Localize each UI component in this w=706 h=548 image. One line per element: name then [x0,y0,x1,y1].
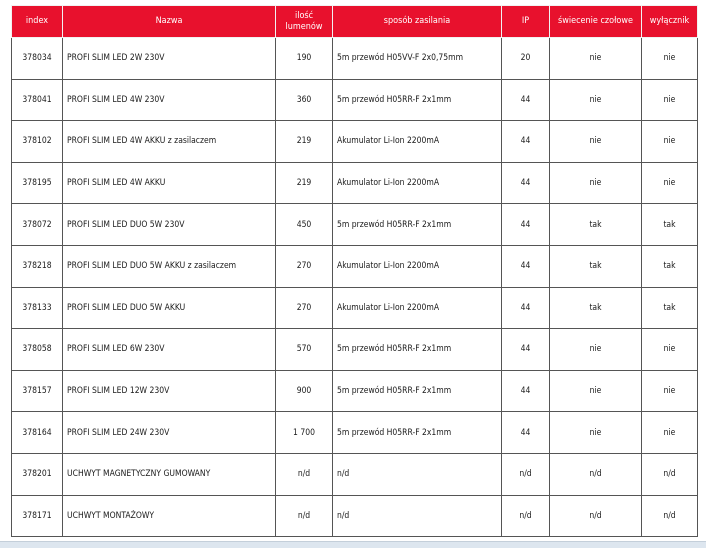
cell-front-light: nie [550,121,642,163]
cell-name: PROFI SLIM LED 12W 230V [63,370,276,412]
cell-ip: 44 [502,329,550,371]
cell-ip: 44 [502,162,550,204]
table-row [12,121,698,163]
cell-ip: 20 [502,38,550,80]
table-row [12,245,698,287]
cell-name: PROFI SLIM LED 2W 230V [63,38,276,80]
cell-ip: 44 [502,245,550,287]
table-row [12,162,698,204]
cell-front-light: tak [550,204,642,246]
cell-power-source: 5m przewód H05RR-F 2x1mm [333,329,502,371]
table-row [12,412,698,454]
cell-lumens: 190 [276,38,333,80]
cell-name: PROFI SLIM LED DUO 5W AKKU [63,287,276,329]
cell-index: 378171 [12,495,63,537]
cell-ip: 44 [502,121,550,163]
cell-name: PROFI SLIM LED 4W 230V [63,79,276,121]
cell-ip: n/d [502,495,550,537]
cell-lumens: 450 [276,204,333,246]
cell-name: PROFI SLIM LED 24W 230V [63,412,276,454]
cell-lumens: 219 [276,162,333,204]
table-row [12,79,698,121]
cell-power-source: Akumulator Li-Ion 2200mA [333,121,502,163]
cell-ip: 44 [502,370,550,412]
header-front-light: świecenie czołowe [550,6,642,38]
cell-front-light: n/d [550,453,642,495]
cell-name: UCHWYT MAGNETYCZNY GUMOWANY [63,453,276,495]
cell-power-source: 5m przewód H05RR-F 2x1mm [333,204,502,246]
cell-ip: 44 [502,412,550,454]
product-table [11,5,698,537]
cell-ip: 44 [502,79,550,121]
cell-ip: 44 [502,287,550,329]
cell-ip: n/d [502,453,550,495]
cell-switch: nie [642,162,698,204]
cell-switch: nie [642,79,698,121]
cell-index: 378201 [12,453,63,495]
cell-switch: nie [642,121,698,163]
cell-lumens: 270 [276,287,333,329]
table-row [12,453,698,495]
cell-index: 378218 [12,245,63,287]
cell-front-light: n/d [550,495,642,537]
table-body [12,38,698,537]
cell-index: 378164 [12,412,63,454]
cell-switch: nie [642,38,698,80]
header-power-source: sposób zasilania [333,6,502,38]
header-switch: wyłącznik [642,6,698,38]
cell-power-source: 5m przewód H05RR-F 2x1mm [333,370,502,412]
cell-index: 378072 [12,204,63,246]
table-row [12,495,698,537]
table-row [12,38,698,80]
cell-front-light: nie [550,162,642,204]
cell-switch: nie [642,412,698,454]
cell-lumens: 900 [276,370,333,412]
cell-name: PROFI SLIM LED DUO 5W AKKU z zasilaczem [63,245,276,287]
table-row [12,287,698,329]
cell-lumens: 360 [276,79,333,121]
cell-index: 378102 [12,121,63,163]
cell-name: PROFI SLIM LED 4W AKKU [63,162,276,204]
cell-power-source: Akumulator Li-Ion 2200mA [333,162,502,204]
header-lumens: ilość lumenów [276,6,333,38]
cell-lumens: n/d [276,495,333,537]
cell-name: UCHWYT MONTAŻOWY [63,495,276,537]
cell-front-light: tak [550,287,642,329]
cell-lumens: 570 [276,329,333,371]
cell-switch: tak [642,245,698,287]
cell-name: PROFI SLIM LED 4W AKKU z zasilaczem [63,121,276,163]
cell-switch: nie [642,329,698,371]
cell-index: 378034 [12,38,63,80]
cell-power-source: 5m przewód H05RR-F 2x1mm [333,412,502,454]
cell-front-light: nie [550,79,642,121]
cell-switch: n/d [642,453,698,495]
table-header [12,6,698,38]
cell-lumens: 270 [276,245,333,287]
cell-front-light: nie [550,370,642,412]
cell-lumens: 219 [276,121,333,163]
cell-lumens: n/d [276,453,333,495]
cell-power-source: Akumulator Li-Ion 2200mA [333,287,502,329]
cell-index: 378041 [12,79,63,121]
cell-front-light: tak [550,245,642,287]
cell-index: 378133 [12,287,63,329]
cell-power-source: n/d [333,495,502,537]
cell-switch: n/d [642,495,698,537]
cell-name: PROFI SLIM LED 6W 230V [63,329,276,371]
cell-power-source: n/d [333,453,502,495]
cell-switch: tak [642,204,698,246]
cell-index: 378058 [12,329,63,371]
header-index: index [12,6,63,38]
cell-switch: nie [642,370,698,412]
cell-power-source: 5m przewód H05VV-F 2x0,75mm [333,38,502,80]
header-ip: IP [502,6,550,38]
cell-switch: tak [642,287,698,329]
table-row [12,370,698,412]
cell-lumens: 1 700 [276,412,333,454]
cell-index: 378195 [12,162,63,204]
header-row [12,6,698,38]
cell-index: 378157 [12,370,63,412]
cell-name: PROFI SLIM LED DUO 5W 230V [63,204,276,246]
cell-power-source: Akumulator Li-Ion 2200mA [333,245,502,287]
cell-front-light: nie [550,38,642,80]
cell-front-light: nie [550,329,642,371]
cell-front-light: nie [550,412,642,454]
cell-ip: 44 [502,204,550,246]
header-name: Nazwa [63,6,276,38]
table-row [12,204,698,246]
cell-power-source: 5m przewód H05RR-F 2x1mm [333,79,502,121]
table-row [12,329,698,371]
